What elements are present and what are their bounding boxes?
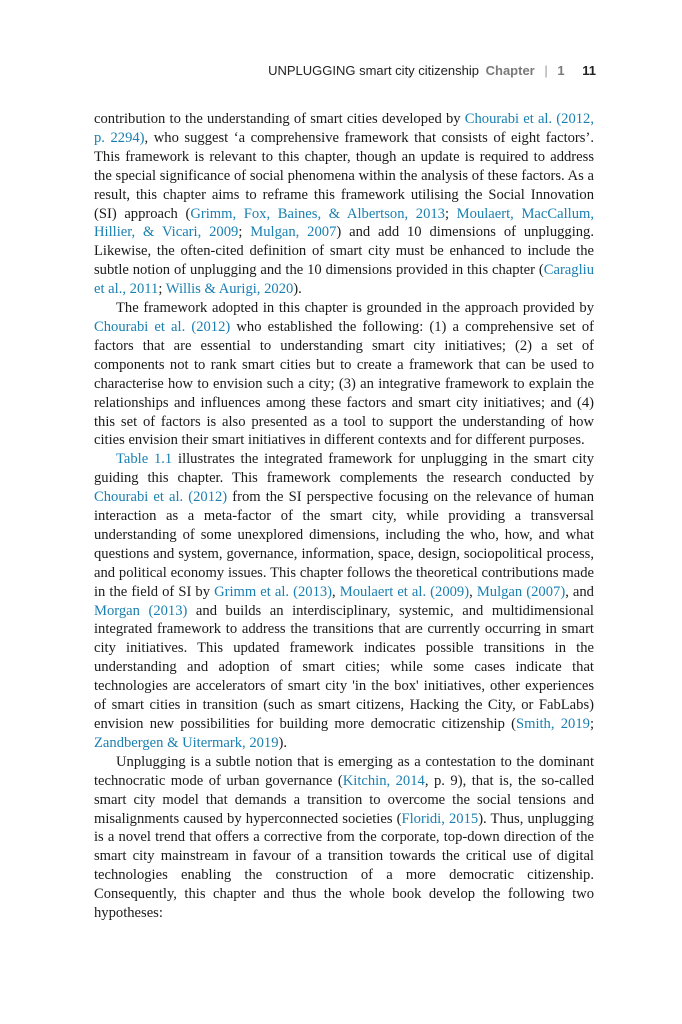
citation-link[interactable]: Caragliu et al., 2011 [94,262,594,298]
chapter-label: Chapter [485,63,535,78]
citation-link[interactable]: Floridi, 2015 [401,810,479,827]
text-run: who established the following: (1) a comprehensive set of factors that are essential to understanding smart city initiatives; (2) a set of components not to rank smart cities but to create a framework that can be used to characterise how to envision such a city; (3) an integrative framework to explain the relationships and influences among these factors and smart city initiatives; and (4) this set of factors is also presented as a tool to support the understanding of how cities envision their smart initiatives in different contexts and for different purposes. [94,318,594,449]
text-run: ). Thus, unplugging is a novel trend that offers a corrective from the corporate, top-down direction of the smart city mainstream in favour of a transition towards the critical use of digital technologies enabling the construction of a more democratic citizenship. Consequently, this chapter and thus the whole book develop the following two hypotheses: [94,810,594,922]
text-run: , who suggest ‘a comprehensive framework that consists of eight factors’. This framework is relevant to this chapter, though an update is required to address the special significance of social phenomena within the analysis of these factors. As a result, this chapter aims to reframe this framework utilising the Social Innovation (SI) approach ( [94,129,594,222]
text-run: and builds an interdisciplinary, systemic, and multidimensional integrated framework to address the transitions that are currently occurring in smart city initiatives. This updated framework indicates possible transitions in the understanding and adoption of smart cities; while some cases indicate that technologies are accelerators of smart city 'in the box' initiatives, other experiences of smart cities in transition (such as smart citizens, Hacking the City, or FabLabs) envision new possibilities for building more democratic citizenship ( [94,602,594,732]
text-run: ; [589,716,594,732]
citation-link[interactable]: Zandbergen & Uitermark, 2019 [94,734,279,751]
page-number: 11 [582,63,596,78]
body-text [94,110,594,923]
citation-link[interactable]: Table 1.1 [116,451,173,468]
citation-link[interactable]: Grimm, Fox, Baines, & Albertson, 2013 [190,205,445,222]
citation-link[interactable]: Grimm et al. (2013) [214,583,333,600]
text-run: , [469,583,477,600]
paragraph [94,753,594,923]
text-run: illustrates the integrated framework for unplugging in the smart city guiding this chapter. This framework complements the research conducted by [94,451,594,487]
citation-link[interactable]: Moulaert et al. (2009) [339,583,470,600]
text-run: , and [565,583,594,600]
citation-link[interactable]: Chourabi et al. (2012) [94,318,231,335]
text-run: The framework adopted in this chapter is grounded in the approach provided by [116,300,594,317]
citation-link[interactable]: Chourabi et al. (2012) [94,489,228,506]
citation-link[interactable]: Morgan (2013) [94,602,188,619]
citation-link[interactable]: Moulaert, MacCallum, Hillier, & Vicari, 2009 [94,205,594,241]
paragraph [94,110,594,299]
running-title: UNPLUGGING smart city citizenship [268,63,479,78]
text-run: , [332,583,340,600]
text-run: ) and add 10 dimensions of unplugging. Likewise, the often-cited definition of smart city must be enhanced to include the subtle notion of unplugging and the 10 dimensions provided in this chapter ( [94,224,595,279]
citation-link[interactable]: Willis & Aurigi, 2020 [165,281,294,298]
paragraph [94,450,594,753]
text-run: ; [238,224,251,241]
text-run: contribution to the understanding of smart cities developed by [94,111,465,127]
paragraph [94,299,594,450]
text-run: Unplugging is a subtle notion that is emerging as a contestation to the dominant technocratic mode of urban governance ( [94,753,594,789]
text-run: ). [293,281,302,298]
text-run: ; [444,205,457,222]
text-run: ). [278,734,288,751]
text-run: from the SI perspective focusing on the relevance of human interaction as a meta-factor of the smart city, while providing a transversal understanding of some unexplored dimensions, including the who, how, and what questions and system, governance, information, space, design, sociopolitical process, and political economy issues. This chapter follows the theoretical contributions made in the field of SI by [94,489,594,600]
citation-link[interactable]: Smith, 2019 [515,716,590,732]
text-run: ; [158,281,166,298]
header-separator: | [544,63,548,78]
citation-link[interactable]: Mulgan (2007) [476,583,566,600]
running-header [94,63,596,78]
text-run: , p. 9), that is, the so-called smart city model that demands a transition to overcome the social tensions and misalignments caused by hyperconnected societies ( [94,772,594,827]
chapter-number: 1 [557,63,565,78]
citation-link[interactable]: Chourabi et al. (2012, p. 2294) [94,111,595,146]
citation-link[interactable]: Kitchin, 2014 [342,772,425,789]
citation-link[interactable]: Mulgan, 2007 [250,224,337,241]
